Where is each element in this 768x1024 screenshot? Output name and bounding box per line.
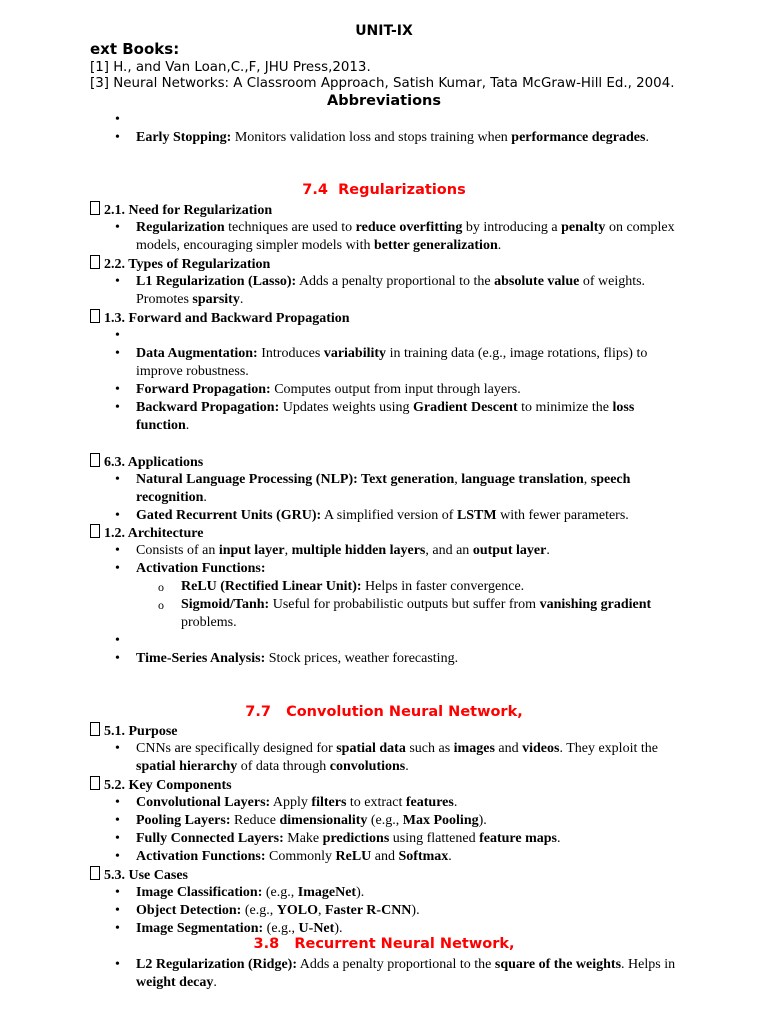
checkbox-glyph-icon	[90, 866, 100, 880]
list-item-l2-regularization: • L2 Regularization (Ridge): Adds a penalty proportional to the square of the weights. Helps in weight decay.	[0, 956, 676, 992]
checkbox-glyph-icon	[90, 524, 100, 538]
checkbox-glyph-icon	[90, 201, 100, 215]
subheading-forward-backward-propagation: 1.3. Forward and Backward Propagation	[90, 309, 350, 327]
list-item-sigmoid-tanh: o Sigmoid/Tanh: Useful for probabilistic outputs but suffer from vanishing gradient problems.	[0, 596, 676, 632]
list-item-empty	[0, 111, 676, 129]
subheading-key-components: 5.2. Key Components	[90, 776, 232, 794]
list-item-backward-propagation: • Backward Propagation: Updates weights using Gradient Descent to minimize the loss function.	[0, 399, 676, 435]
subheading-types-of-regularization: 2.2. Types of Regularization	[90, 255, 270, 273]
list-item-image-segmentation: • Image Segmentation: (e.g., U-Net).	[0, 920, 676, 938]
subheading-applications: 6.3. Applications	[90, 453, 203, 471]
purpose-list	[0, 740, 768, 776]
checkbox-glyph-icon	[90, 453, 100, 467]
list-item-empty	[0, 327, 676, 345]
l2-list	[0, 956, 768, 992]
propagation-list	[0, 327, 768, 435]
list-item-empty	[0, 632, 676, 650]
reference-1: [1] H., and Van Loan,C.,F, JHU Press,2013.	[90, 60, 371, 75]
list-item-gru: • Gated Recurrent Units (GRU): A simplified version of LSTM with fewer parameters.	[0, 507, 676, 525]
checkbox-glyph-icon	[90, 309, 100, 323]
abbreviations-heading: Abbreviations	[327, 93, 441, 109]
subheading-need-for-regularization: 2.1. Need for Regularization	[90, 201, 272, 219]
architecture-list	[0, 542, 768, 668]
list-item-regularization: • Regularization techniques are used to reduce overfitting by introducing a penalty on complex models, encouraging simpler models with better generalization.	[0, 219, 676, 255]
abbreviations-list	[0, 111, 768, 147]
list-item-nlp: • Natural Language Processing (NLP): Text generation, language translation, speech recognition.	[0, 471, 676, 507]
textbooks-heading: ext Books:	[90, 40, 180, 58]
checkbox-glyph-icon	[90, 255, 100, 269]
types-regularization-list	[0, 273, 768, 309]
unit-title: UNIT-IX	[355, 23, 413, 39]
list-item-fully-connected-layers: • Fully Connected Layers: Make predictions using flattened feature maps.	[0, 830, 676, 848]
list-item-time-series: • Time-Series Analysis: Stock prices, weather forecasting.	[0, 650, 676, 668]
reference-3: [3] Neural Networks: A Classroom Approach, Satish Kumar, Tata McGraw-Hill Ed., 2004.	[90, 76, 675, 91]
list-item-convolutional-layers: • Convolutional Layers: Apply filters to extract features.	[0, 794, 676, 812]
applications-list	[0, 471, 768, 525]
section-title-regularizations: 7.4 Regularizations	[302, 182, 466, 198]
use-cases-list	[0, 884, 768, 938]
checkbox-glyph-icon	[90, 722, 100, 736]
subheading-purpose: 5.1. Purpose	[90, 722, 178, 740]
list-item-data-augmentation: • Data Augmentation: Introduces variability in training data (e.g., image rotations, flips) to improve robustness.	[0, 345, 676, 381]
checkbox-glyph-icon	[90, 776, 100, 790]
list-item-l1-regularization: • L1 Regularization (Lasso): Adds a penalty proportional to the absolute value of weights. Promotes sparsity.	[0, 273, 676, 309]
list-item-activation-functions: • Activation Functions:	[0, 560, 676, 578]
list-item-image-classification: • Image Classification: (e.g., ImageNet).	[0, 884, 676, 902]
list-item-early-stopping: • Early Stopping: Monitors validation loss and stops training when performance degrades.	[0, 129, 676, 147]
subheading-architecture: 1.2. Architecture	[90, 524, 203, 542]
subheading-use-cases: 5.3. Use Cases	[90, 866, 188, 884]
need-regularization-list	[0, 219, 768, 255]
list-item-forward-propagation: • Forward Propagation: Computes output from input through layers.	[0, 381, 676, 399]
list-item-object-detection: • Object Detection: (e.g., YOLO, Faster R-CNN).	[0, 902, 676, 920]
list-item-layers: • Consists of an input layer, multiple hidden layers, and an output layer.	[0, 542, 676, 560]
section-title-rnn: 3.8 Recurrent Neural Network,	[253, 936, 515, 952]
key-components-list	[0, 794, 768, 866]
list-item-activation-functions-cnn: • Activation Functions: Commonly ReLU and Softmax.	[0, 848, 676, 866]
section-title-cnn: 7.7 Convolution Neural Network,	[245, 704, 523, 720]
list-item-cnn-purpose: • CNNs are specifically designed for spatial data such as images and videos. They exploit the spatial hierarchy of data through convolutions.	[0, 740, 676, 776]
list-item-relu: o ReLU (Rectified Linear Unit): Helps in faster convergence.	[0, 578, 676, 596]
list-item-pooling-layers: • Pooling Layers: Reduce dimensionality (e.g., Max Pooling).	[0, 812, 676, 830]
